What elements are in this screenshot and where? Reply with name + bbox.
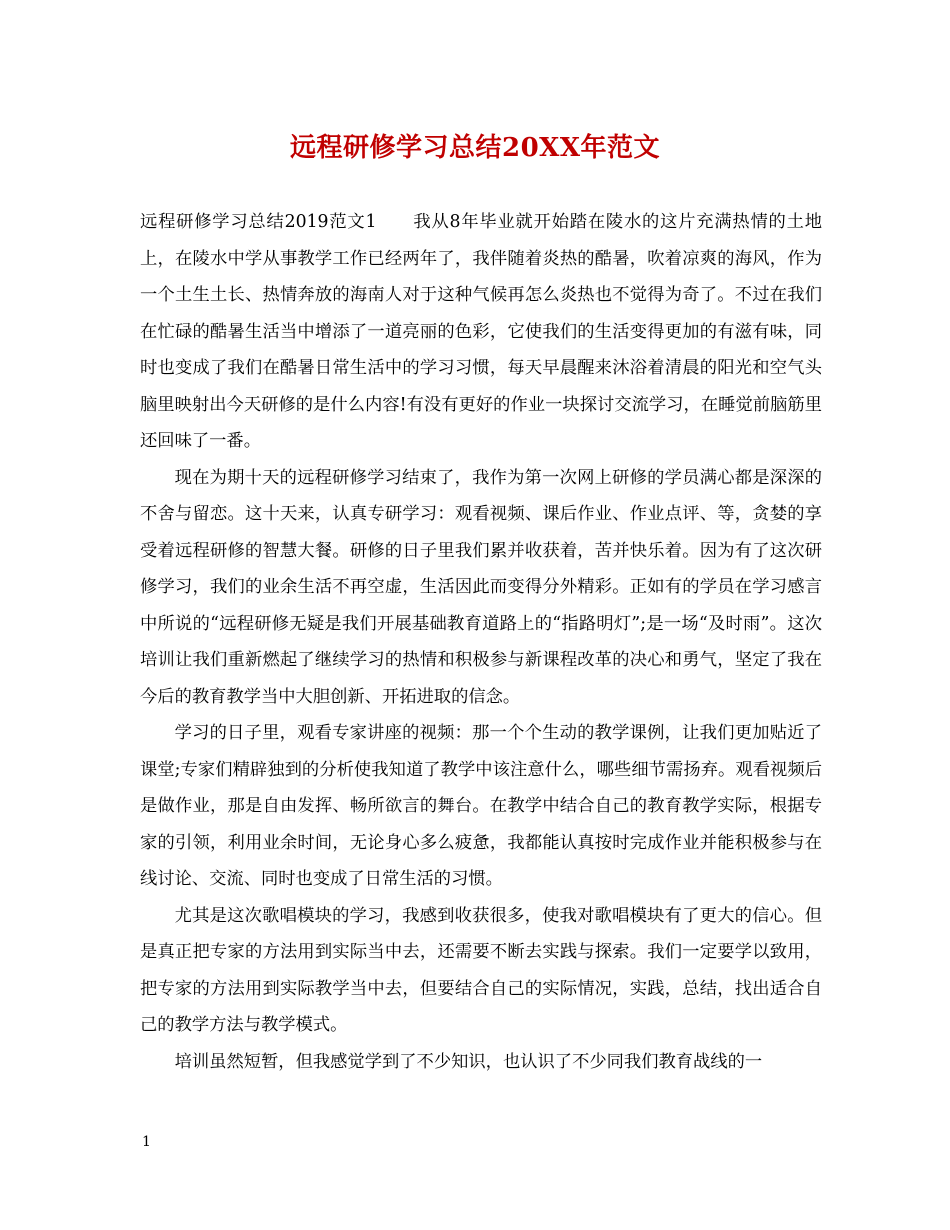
paragraph-4: 尤其是这次歌唱模块的学习，我感到收获很多，使我对歌唱模块有了更大的信心。但是真正把专家的方法用到实际当中去，还需要不断去实践与探索。我们一定要学以致用，把专家的方法用到实际教学当中去，但要结合自己的实际情况，实践，总结，找出适合自己的教学方法与教学模式。 xyxy=(140,905,822,1035)
paragraph-1: 远程研修学习总结2019范文1 我从8年毕业就开始踏在陵水的这片充满热情的土地上，在陵水中学从事教学工作已经两年了，我伴随着炎热的酷暑，吹着凉爽的海风，作为一个土生土长、热情奔放的海南人对于这种气候再怎么炎热也不觉得为奇了。不过在我们在忙碌的酷暑生活当中增添了一道亮丽的色彩，它使我们的生活变得更加的有滋有味，同时也变成了我们在酷暑日常生活中的学习习惯，每天早晨醒来沐浴着清晨的阳光和空气头脑里映射出今天研修的是什么内容!有没有更好的作业一块探讨交流学习，在睡觉前脑筋里还回味了一番。 xyxy=(140,212,822,451)
paragraph-3: 学习的日子里，观看专家讲座的视频：那一个个生动的教学课例，让我们更加贴近了课堂;专家们精辟独到的分析使我知道了教学中该注意什么，哪些细节需扬弃。观看视频后是做作业，那是自由发挥、畅所欲言的舞台。在教学中结合自己的教育教学实际，根据专家的引领，利用业余时间，无论身心多么疲惫，我都能认真按时完成作业并能积极参与在线讨论、交流、同时也变成了日常生活的习惯。 xyxy=(140,723,822,889)
document-body xyxy=(140,204,822,1080)
paragraph-2: 现在为期十天的远程研修学习结束了，我作为第一次网上研修的学员满心都是深深的不舍与留恋。这十天来，认真专研学习：观看视频、课后作业、作业点评、等，贪婪的享受着远程研修的智慧大餐。研修的日子里我们累并收获着，苦并快乐着。因为有了这次研修学习，我们的业余生活不再空虚，生活因此而变得分外精彩。正如有的学员在学习感言中所说的“远程研修无疑是我们开展基础教育道路上的“指路明灯”;是一场“及时雨”。这次培训让我们重新燃起了继续学习的热情和积极参与新课程改革的决心和勇气，坚定了我在今后的教育教学当中大胆创新、开拓进取的信念。 xyxy=(140,467,822,707)
paragraph-5: 培训虽然短暂，但我感觉学到了不少知识，也认识了不少同我们教育战线的一 xyxy=(174,1051,763,1072)
page-number: 1 xyxy=(142,1134,151,1150)
document-title: 远程研修学习总结20XX年范文 xyxy=(289,133,661,163)
